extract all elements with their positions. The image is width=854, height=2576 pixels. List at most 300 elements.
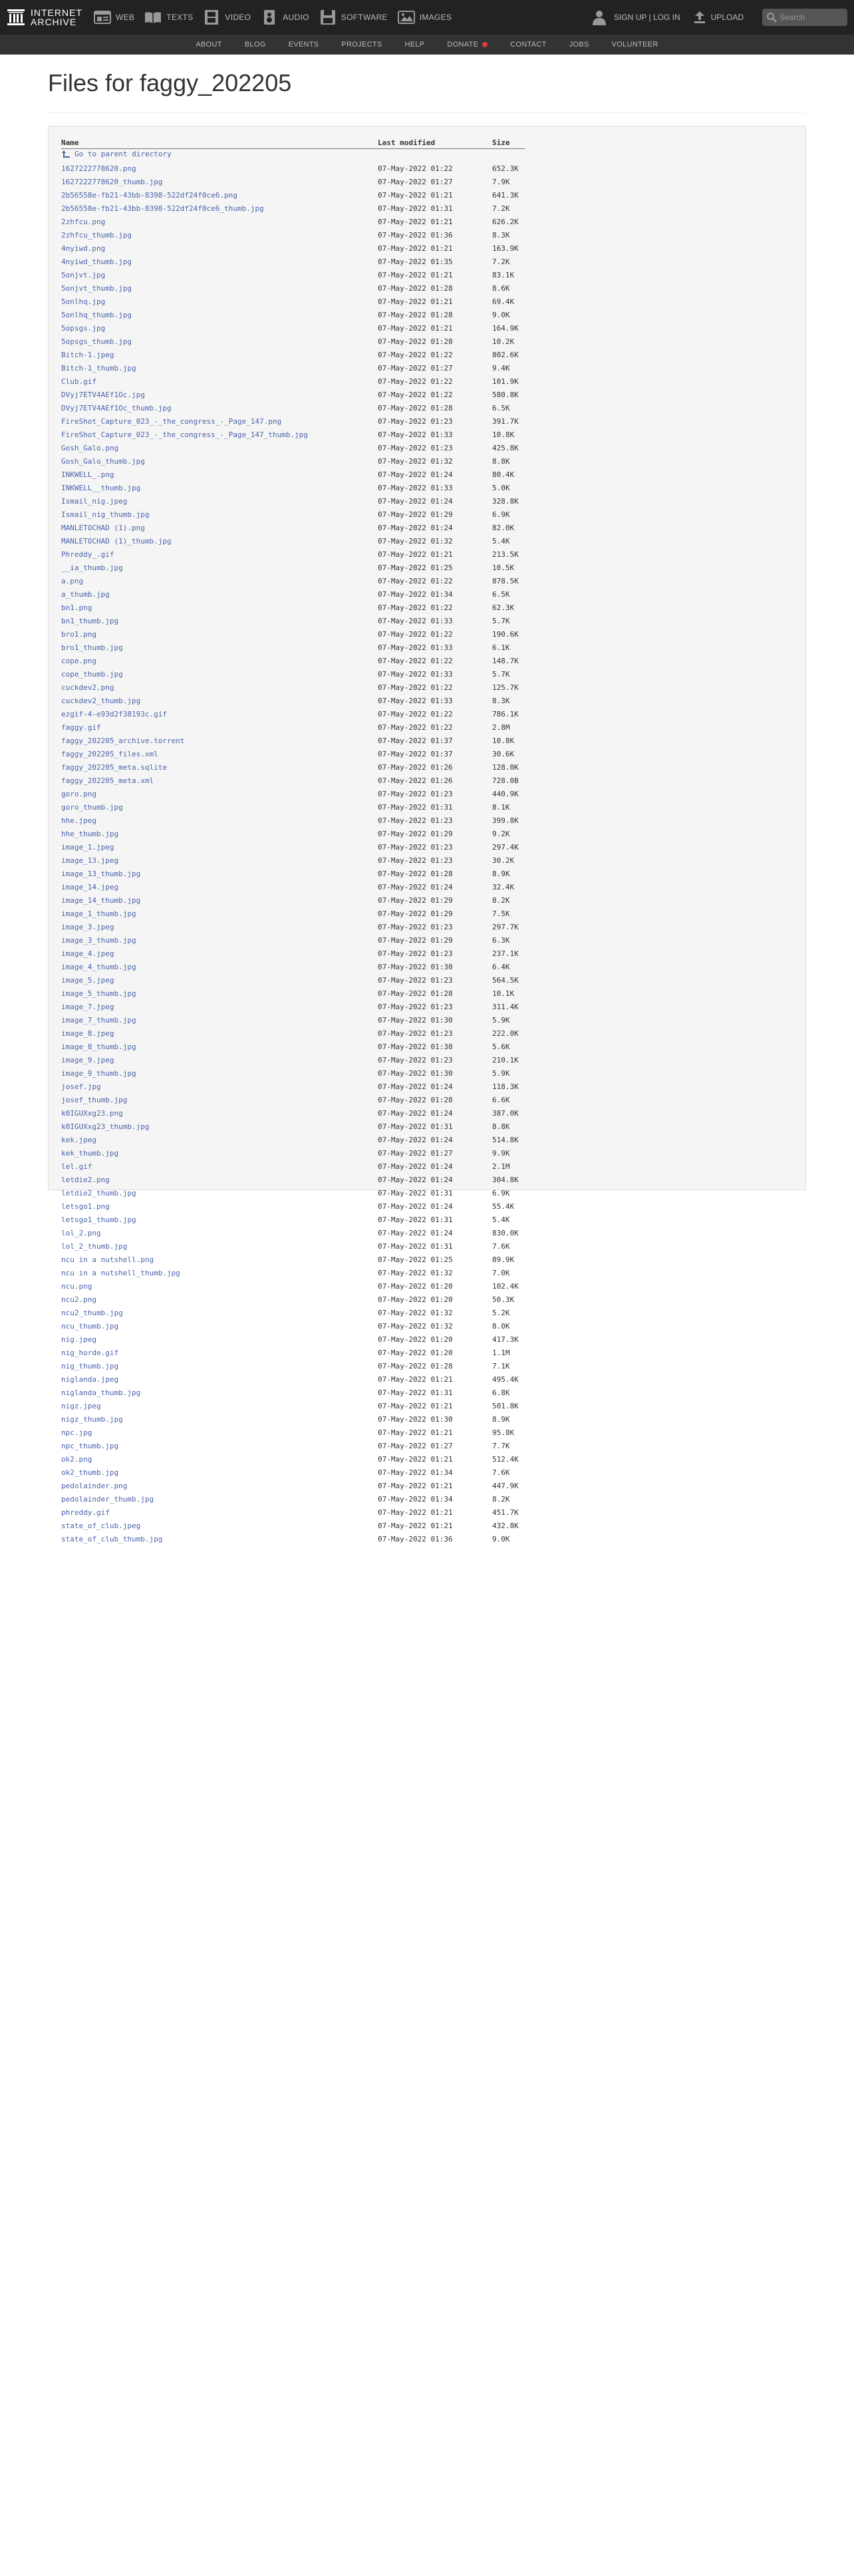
file-size: 5.7K xyxy=(492,616,510,625)
file-row xyxy=(61,481,525,494)
file-last-modified: 07-May-2022 01:31 xyxy=(378,1388,453,1397)
file-row xyxy=(61,335,525,348)
file-row xyxy=(61,1200,525,1213)
file-size: 5.9K xyxy=(492,1068,510,1078)
file-link[interactable]: Gosh_Galo_thumb.jpg xyxy=(61,456,145,466)
file-row xyxy=(61,1372,525,1386)
file-size: 2.1M xyxy=(492,1162,510,1171)
file-size: 399.8K xyxy=(492,816,519,825)
file-size: 118.3K xyxy=(492,1082,519,1091)
file-link[interactable]: lel.gif xyxy=(61,1162,92,1171)
media-link-audio[interactable] xyxy=(260,9,309,25)
file-link[interactable]: josef.jpg xyxy=(61,1082,101,1091)
parent-directory-icon xyxy=(61,150,71,159)
file-link[interactable]: niglanda.jpeg xyxy=(61,1374,119,1384)
file-row xyxy=(61,188,525,202)
file-size: 125.7K xyxy=(492,683,519,692)
file-link[interactable]: image_9.jpeg xyxy=(61,1055,114,1064)
file-last-modified: 07-May-2022 01:22 xyxy=(378,576,453,585)
file-row xyxy=(61,933,525,947)
file-size: 6.3K xyxy=(492,935,510,945)
file-size: 304.8K xyxy=(492,1175,519,1184)
file-size: 69.4K xyxy=(492,297,515,306)
file-row xyxy=(61,601,525,614)
file-link[interactable]: letsgo1_thumb.jpg xyxy=(61,1215,136,1224)
file-last-modified: 07-May-2022 01:28 xyxy=(378,337,453,346)
file-link[interactable]: 5opsgs.jpg xyxy=(61,323,106,333)
file-link[interactable]: npc_thumb.jpg xyxy=(61,1441,119,1450)
file-last-modified: 07-May-2022 01:29 xyxy=(378,895,453,905)
file-link[interactable]: nigz.jpeg xyxy=(61,1401,101,1410)
file-last-modified: 07-May-2022 01:30 xyxy=(378,1414,453,1424)
file-link[interactable]: a.png xyxy=(61,576,84,585)
file-link[interactable]: goro_thumb.jpg xyxy=(61,802,123,812)
file-row xyxy=(61,867,525,880)
file-link[interactable]: cuckdev2.png xyxy=(61,683,114,692)
file-link[interactable]: image_7_thumb.jpg xyxy=(61,1015,136,1025)
file-link[interactable]: phreddy.gif xyxy=(61,1508,110,1517)
file-last-modified: 07-May-2022 01:27 xyxy=(378,1148,453,1158)
media-link-images[interactable] xyxy=(397,9,452,25)
file-size: 6.1K xyxy=(492,643,510,652)
file-last-modified: 07-May-2022 01:22 xyxy=(378,603,453,612)
parent-directory-link[interactable] xyxy=(61,150,172,159)
media-link-software[interactable] xyxy=(319,9,388,25)
file-link[interactable]: lol_2_thumb.jpg xyxy=(61,1241,128,1251)
file-last-modified: 07-May-2022 01:24 xyxy=(378,1082,453,1091)
file-link[interactable]: letdie2_thumb.jpg xyxy=(61,1188,136,1198)
media-link-web-label: WEB xyxy=(116,13,135,22)
file-size: 7.6K xyxy=(492,1241,510,1251)
file-link[interactable]: faggy_202205_meta.xml xyxy=(61,776,154,785)
subnav-contact[interactable]: CONTACT xyxy=(510,41,547,49)
parent-directory-label: Go to parent directory xyxy=(74,150,172,159)
file-last-modified: 07-May-2022 01:21 xyxy=(378,323,453,333)
file-link[interactable]: FireShot_Capture_023_-_the_congress_-_Page_147_thumb.jpg xyxy=(61,430,308,439)
subnav-blog[interactable]: BLOG xyxy=(244,41,266,49)
file-row xyxy=(61,1080,525,1093)
file-size: 9.2K xyxy=(492,829,510,838)
file-size: 210.1K xyxy=(492,1055,519,1064)
upload-icon xyxy=(694,11,706,24)
file-link[interactable]: state_of_club_thumb.jpg xyxy=(61,1534,163,1543)
file-link[interactable]: nig_horde.gif xyxy=(61,1348,119,1357)
file-link[interactable]: letsgo1.png xyxy=(61,1202,110,1211)
file-link[interactable]: image_3_thumb.jpg xyxy=(61,935,136,945)
file-link[interactable]: image_13_thumb.jpg xyxy=(61,869,141,878)
file-link[interactable]: faggy.gif xyxy=(61,723,101,732)
texts-icon xyxy=(144,9,162,25)
file-link[interactable]: kek.jpeg xyxy=(61,1135,96,1144)
file-last-modified: 07-May-2022 01:22 xyxy=(378,723,453,732)
file-link[interactable]: niglanda_thumb.jpg xyxy=(61,1388,141,1397)
file-link[interactable]: image_14_thumb.jpg xyxy=(61,895,141,905)
column-header-size[interactable]: Size xyxy=(492,138,525,148)
file-size: 5.2K xyxy=(492,1308,510,1317)
file-last-modified: 07-May-2022 01:33 xyxy=(378,430,453,439)
file-link[interactable]: image_7.jpeg xyxy=(61,1002,114,1011)
file-link[interactable]: faggy_202205_archive.torrent xyxy=(61,736,185,745)
subnav-jobs[interactable]: JOBS xyxy=(569,41,589,49)
file-link[interactable]: bn1_thumb.jpg xyxy=(61,616,119,625)
file-row xyxy=(61,521,525,534)
file-size: 8.6K xyxy=(492,283,510,293)
file-last-modified: 07-May-2022 01:23 xyxy=(378,1002,453,1011)
file-link[interactable]: ok2_thumb.jpg xyxy=(61,1468,119,1477)
file-link[interactable]: 2zhfcu.png xyxy=(61,217,106,226)
subnav-donate-label: DONATE xyxy=(447,41,479,49)
parent-directory-row xyxy=(61,148,525,162)
file-link[interactable]: cope_thumb.jpg xyxy=(61,669,123,679)
file-link[interactable]: INKWELL__thumb.jpg xyxy=(61,483,141,492)
file-link[interactable]: lol_2.png xyxy=(61,1228,101,1237)
file-row xyxy=(61,202,525,215)
file-row xyxy=(61,494,525,508)
file-size: 8.3K xyxy=(492,230,510,240)
file-row xyxy=(61,548,525,561)
file-row xyxy=(61,215,525,228)
file-last-modified: 07-May-2022 01:33 xyxy=(378,669,453,679)
file-link[interactable]: Club.gif xyxy=(61,377,96,386)
file-size: 7.1K xyxy=(492,1361,510,1370)
file-link[interactable]: 4nyiwd_thumb.jpg xyxy=(61,257,132,266)
file-size: 297.7K xyxy=(492,922,519,931)
file-size: 163.9K xyxy=(492,243,519,253)
file-link[interactable]: k0IGUXxg23_thumb.jpg xyxy=(61,1122,150,1131)
file-size: 8.2K xyxy=(492,1494,510,1504)
file-row xyxy=(61,1266,525,1279)
file-last-modified: 07-May-2022 01:22 xyxy=(378,164,453,173)
file-last-modified: 07-May-2022 01:25 xyxy=(378,563,453,572)
file-link[interactable]: ncu in a nutshell_thumb.jpg xyxy=(61,1268,180,1277)
subnav-donate[interactable] xyxy=(436,41,499,49)
file-link[interactable]: 1627222778620_thumb.jpg xyxy=(61,177,163,186)
file-size: 8.0K xyxy=(492,1321,510,1331)
file-link[interactable]: 4nyiwd.png xyxy=(61,243,106,253)
file-row xyxy=(61,667,525,681)
file-size: 9.0K xyxy=(492,310,510,319)
file-row xyxy=(61,1399,525,1412)
file-link[interactable]: ncu in a nutshell.png xyxy=(61,1255,154,1264)
file-link[interactable]: image_5.jpeg xyxy=(61,975,114,985)
search-input[interactable] xyxy=(780,13,843,22)
file-link[interactable]: image_5_thumb.jpg xyxy=(61,989,136,998)
file-size: 83.1K xyxy=(492,270,515,279)
file-link[interactable]: pedolainder.png xyxy=(61,1481,128,1490)
file-last-modified: 07-May-2022 01:23 xyxy=(378,856,453,865)
subnav-projects[interactable]: PROJECTS xyxy=(341,41,382,49)
file-size: 786.1K xyxy=(492,709,519,719)
file-row xyxy=(61,281,525,295)
file-link[interactable]: image_9_thumb.jpg xyxy=(61,1068,136,1078)
file-row xyxy=(61,787,525,800)
file-last-modified: 07-May-2022 01:24 xyxy=(378,496,453,506)
file-link[interactable]: image_14.jpeg xyxy=(61,882,119,891)
file-link[interactable]: goro.png xyxy=(61,789,96,798)
file-link[interactable]: kek_thumb.jpg xyxy=(61,1148,119,1158)
file-last-modified: 07-May-2022 01:24 xyxy=(378,470,453,479)
file-row xyxy=(61,1479,525,1492)
file-link[interactable]: ok2.png xyxy=(61,1454,92,1464)
file-link[interactable]: 5onlhq_thumb.jpg xyxy=(61,310,132,319)
file-link[interactable]: __ia_thumb.jpg xyxy=(61,563,123,572)
file-size: 9.9K xyxy=(492,1148,510,1158)
file-size: 213.5K xyxy=(492,550,519,559)
file-link[interactable]: DVyj7ETV4AEf1Oc_thumb.jpg xyxy=(61,403,172,412)
file-last-modified: 07-May-2022 01:23 xyxy=(378,1029,453,1038)
file-link[interactable]: 5onlhq.jpg xyxy=(61,297,106,306)
file-row xyxy=(61,721,525,734)
file-size: 7.9K xyxy=(492,177,510,186)
file-size: 6.9K xyxy=(492,1188,510,1198)
file-last-modified: 07-May-2022 01:29 xyxy=(378,510,453,519)
file-link[interactable]: faggy_202205_files.xml xyxy=(61,749,158,758)
file-last-modified: 07-May-2022 01:32 xyxy=(378,456,453,466)
file-size: 30.2K xyxy=(492,856,515,865)
file-link[interactable]: image_8.jpeg xyxy=(61,1029,114,1038)
file-size: 626.2K xyxy=(492,217,519,226)
file-last-modified: 07-May-2022 01:30 xyxy=(378,1015,453,1025)
file-link[interactable]: INKWELL_.png xyxy=(61,470,114,479)
sign-up-log-in-label: SIGN UP | LOG IN xyxy=(614,13,680,22)
file-link[interactable]: ncu_thumb.jpg xyxy=(61,1321,119,1331)
file-link[interactable]: image_4.jpeg xyxy=(61,949,114,958)
file-link[interactable]: letdie2.png xyxy=(61,1175,110,1184)
file-size: 514.8K xyxy=(492,1135,519,1144)
file-row xyxy=(61,1093,525,1106)
file-link[interactable]: pedolainder_thumb.jpg xyxy=(61,1494,154,1504)
file-last-modified: 07-May-2022 01:22 xyxy=(378,709,453,719)
file-row xyxy=(61,534,525,548)
file-row xyxy=(61,242,525,255)
media-link-audio-label: AUDIO xyxy=(283,13,309,22)
file-row xyxy=(61,1492,525,1506)
file-last-modified: 07-May-2022 01:20 xyxy=(378,1281,453,1291)
file-row xyxy=(61,654,525,667)
file-last-modified: 07-May-2022 01:21 xyxy=(378,217,453,226)
upload-link[interactable] xyxy=(694,11,744,24)
file-row xyxy=(61,920,525,933)
file-size: 7.2K xyxy=(492,204,510,213)
file-link[interactable]: bro1_thumb.jpg xyxy=(61,643,123,652)
file-link[interactable]: image_3.jpeg xyxy=(61,922,114,931)
file-link[interactable]: 5onjvt_thumb.jpg xyxy=(61,283,132,293)
page-header xyxy=(0,67,854,112)
media-link-texts[interactable] xyxy=(144,9,193,25)
file-size: 512.4K xyxy=(492,1454,519,1464)
file-link[interactable]: nig_thumb.jpg xyxy=(61,1361,119,1370)
file-last-modified: 07-May-2022 01:36 xyxy=(378,1534,453,1543)
file-link[interactable]: k0IGUXxg23.png xyxy=(61,1108,123,1118)
file-size: 501.8K xyxy=(492,1401,519,1410)
file-last-modified: 07-May-2022 01:32 xyxy=(378,1268,453,1277)
file-size: 7.2K xyxy=(492,257,510,266)
file-last-modified: 07-May-2022 01:31 xyxy=(378,1122,453,1131)
file-last-modified: 07-May-2022 01:31 xyxy=(378,802,453,812)
software-icon xyxy=(319,9,337,25)
file-link[interactable]: Gosh_Galo.png xyxy=(61,443,119,452)
column-header-last-modified[interactable]: Last modified xyxy=(378,138,492,148)
file-last-modified: 07-May-2022 01:24 xyxy=(378,1108,453,1118)
file-row xyxy=(61,388,525,401)
file-size: 6.4K xyxy=(492,962,510,971)
file-listing-table xyxy=(61,138,525,1545)
file-row xyxy=(61,1466,525,1479)
file-link[interactable]: 5opsgs_thumb.jpg xyxy=(61,337,132,346)
file-link[interactable]: ezgif-4-e93d2f38193c.gif xyxy=(61,709,167,719)
file-size: 425.8K xyxy=(492,443,519,452)
file-link[interactable]: Bitch-1.jpeg xyxy=(61,350,114,359)
file-last-modified: 07-May-2022 01:27 xyxy=(378,1441,453,1450)
file-link[interactable]: hhe.jpeg xyxy=(61,816,96,825)
user-icon xyxy=(591,9,607,25)
file-last-modified: 07-May-2022 01:36 xyxy=(378,230,453,240)
file-link[interactable]: cope.png xyxy=(61,656,96,665)
file-link[interactable]: 5onjvt.jpg xyxy=(61,270,106,279)
file-size: 8.3K xyxy=(492,696,510,705)
file-size: 89.9K xyxy=(492,1255,515,1264)
file-last-modified: 07-May-2022 01:33 xyxy=(378,696,453,705)
file-link[interactable]: 2zhfcu_thumb.jpg xyxy=(61,230,132,240)
file-link[interactable]: 2b56558e-fb21-43bb-8398-522df24f0ce6_thumb.jpg xyxy=(61,204,264,213)
file-row xyxy=(61,1066,525,1080)
file-link[interactable]: image_4_thumb.jpg xyxy=(61,962,136,971)
sign-up-log-in-link[interactable] xyxy=(591,9,680,25)
file-row xyxy=(61,1346,525,1359)
subnav-events[interactable]: EVENTS xyxy=(288,41,319,49)
file-row xyxy=(61,1439,525,1452)
file-link[interactable]: FireShot_Capture_023_-_the_congress_-_Page_147.png xyxy=(61,416,282,426)
subnav-about[interactable]: ABOUT xyxy=(196,41,222,49)
column-header-name[interactable]: Name xyxy=(61,138,378,148)
file-size: 8.1K xyxy=(492,802,510,812)
file-link[interactable]: ncu2_thumb.jpg xyxy=(61,1308,123,1317)
file-link[interactable]: hhe_thumb.jpg xyxy=(61,829,119,838)
file-link[interactable]: 1627222778620.png xyxy=(61,164,136,173)
file-size: 62.3K xyxy=(492,603,515,612)
file-listing-panel xyxy=(48,126,806,1543)
file-size: 50.3K xyxy=(492,1295,515,1304)
file-size: 391.7K xyxy=(492,416,519,426)
file-size: 237.1K xyxy=(492,949,519,958)
media-link-video[interactable] xyxy=(202,9,251,25)
secondary-navigation-bar xyxy=(0,35,854,55)
file-row xyxy=(61,987,525,1000)
file-row xyxy=(61,1386,525,1399)
file-link[interactable]: ncu.png xyxy=(61,1281,92,1291)
file-size: 5.4K xyxy=(492,1215,510,1224)
file-size: 7.5K xyxy=(492,909,510,918)
media-link-web[interactable] xyxy=(93,9,134,25)
file-last-modified: 07-May-2022 01:21 xyxy=(378,550,453,559)
file-size: 451.7K xyxy=(492,1508,519,1517)
file-last-modified: 07-May-2022 01:23 xyxy=(378,975,453,985)
file-size: 8.8K xyxy=(492,1122,510,1131)
file-row xyxy=(61,707,525,721)
file-row xyxy=(61,295,525,308)
page-title: Files for faggy_202205 xyxy=(48,69,292,96)
file-last-modified: 07-May-2022 01:25 xyxy=(378,1255,453,1264)
file-last-modified: 07-May-2022 01:33 xyxy=(378,483,453,492)
file-size: 102.4K xyxy=(492,1281,519,1291)
file-last-modified: 07-May-2022 01:22 xyxy=(378,683,453,692)
file-row xyxy=(61,454,525,468)
file-last-modified: 07-May-2022 01:22 xyxy=(378,377,453,386)
internet-archive-logo[interactable] xyxy=(7,8,82,27)
file-size: 6.9K xyxy=(492,510,510,519)
file-link[interactable]: ncu2.png xyxy=(61,1295,96,1304)
file-last-modified: 07-May-2022 01:34 xyxy=(378,589,453,599)
file-link[interactable]: Bitch-1_thumb.jpg xyxy=(61,363,136,373)
file-link[interactable]: cuckdev2_thumb.jpg xyxy=(61,696,141,705)
file-link[interactable]: bro1.png xyxy=(61,629,96,639)
subnav-help[interactable]: HELP xyxy=(404,41,425,49)
file-last-modified: 07-May-2022 01:37 xyxy=(378,749,453,758)
file-last-modified: 07-May-2022 01:28 xyxy=(378,1095,453,1104)
file-link[interactable]: image_1.jpeg xyxy=(61,842,114,852)
video-icon xyxy=(202,9,221,25)
file-link[interactable]: Phreddy_.gif xyxy=(61,550,114,559)
file-last-modified: 07-May-2022 01:23 xyxy=(378,842,453,852)
file-last-modified: 07-May-2022 01:23 xyxy=(378,1055,453,1064)
file-size: 5.6K xyxy=(492,1042,510,1051)
file-row xyxy=(61,1226,525,1239)
subnav-volunteer[interactable]: VOLUNTEER xyxy=(611,41,658,49)
file-row xyxy=(61,1173,525,1186)
table-header-row xyxy=(61,138,525,148)
file-last-modified: 07-May-2022 01:20 xyxy=(378,1348,453,1357)
file-row xyxy=(61,361,525,375)
media-link-texts-label: TEXTS xyxy=(166,13,194,22)
file-last-modified: 07-May-2022 01:31 xyxy=(378,204,453,213)
file-size: 9.4K xyxy=(492,363,510,373)
file-link[interactable]: DVyj7ETV4AEf1Oc.jpg xyxy=(61,390,145,399)
file-row xyxy=(61,1133,525,1146)
file-last-modified: 07-May-2022 01:27 xyxy=(378,177,453,186)
file-link[interactable]: MANLETOCHAD (1).png xyxy=(61,523,145,532)
file-row xyxy=(61,1306,525,1319)
file-row xyxy=(61,827,525,840)
file-size: 5.7K xyxy=(492,669,510,679)
file-row xyxy=(61,468,525,481)
file-link[interactable]: josef_thumb.jpg xyxy=(61,1095,128,1104)
file-link[interactable]: image_8_thumb.jpg xyxy=(61,1042,136,1051)
search-icon[interactable] xyxy=(766,12,777,23)
file-link[interactable]: state_of_club.jpeg xyxy=(61,1521,141,1530)
file-link[interactable]: image_13.jpeg xyxy=(61,856,119,865)
file-link[interactable]: 2b56558e-fb21-43bb-8398-522df24f0ce6.png xyxy=(61,190,237,200)
file-row xyxy=(61,1053,525,1066)
file-row xyxy=(61,1013,525,1027)
file-link[interactable]: Ismail_nig.jpeg xyxy=(61,496,128,506)
file-link[interactable]: image_1_thumb.jpg xyxy=(61,909,136,918)
file-link[interactable]: nigz_thumb.jpg xyxy=(61,1414,123,1424)
file-last-modified: 07-May-2022 01:31 xyxy=(378,1241,453,1251)
file-size: 190.6K xyxy=(492,629,519,639)
file-link[interactable]: a_thumb.jpg xyxy=(61,589,110,599)
file-link[interactable]: npc.jpg xyxy=(61,1428,92,1437)
file-size: 10.5K xyxy=(492,563,515,572)
file-link[interactable]: Ismail_nig_thumb.jpg xyxy=(61,510,150,519)
file-link[interactable]: bn1.png xyxy=(61,603,92,612)
file-row xyxy=(61,1519,525,1532)
file-link[interactable]: MANLETOCHAD (1)_thumb.jpg xyxy=(61,536,172,546)
file-row xyxy=(61,747,525,760)
file-row xyxy=(61,1426,525,1439)
file-link[interactable]: faggy_202205_meta.sqlite xyxy=(61,762,167,772)
heart-icon xyxy=(482,42,488,47)
file-link[interactable]: nig.jpeg xyxy=(61,1335,96,1344)
